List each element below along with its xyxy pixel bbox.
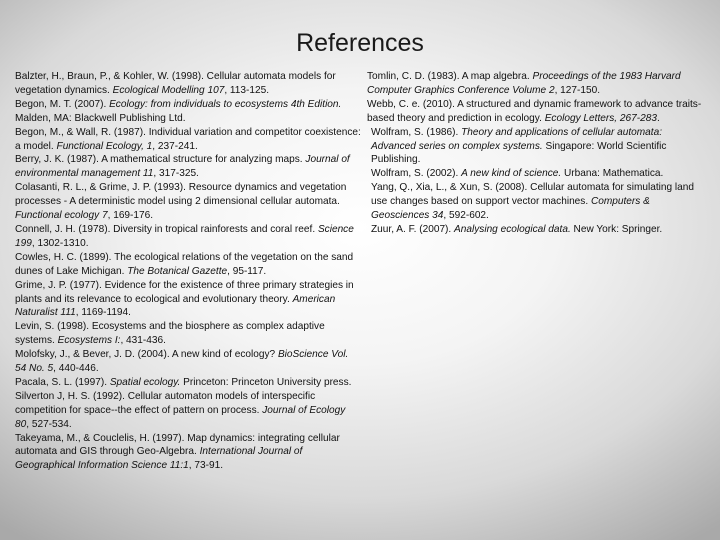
reference-source: Computers & Geosciences 34: [371, 196, 650, 222]
reference-source: Proceedings of the 1983 Harvard Computer Graphics Conference Volume 2: [367, 71, 681, 96]
reference-entry: [15, 320, 361, 348]
reference-pages: , 1302-1310.: [31, 237, 89, 249]
reference-text: Silverton J, H. S. (1992). Cellular automaton models of interspecific competition for space--the effect of pattern on process.: [15, 390, 316, 416]
reference-source: Ecosystems I:: [57, 335, 121, 347]
reference-pages: , 237-241.: [152, 140, 198, 152]
reference-pages: , 592-602.: [443, 210, 489, 222]
reference-text: Zuur, A. F. (2007).: [371, 223, 455, 235]
reference-source: Science 199: [15, 223, 354, 249]
reference-entry: [367, 70, 707, 98]
reference-pages: Singapore: World Scientific Publishing.: [371, 140, 667, 166]
reference-entry: [15, 181, 361, 223]
reference-entry: [15, 70, 361, 98]
reference-source: A new kind of science.: [461, 168, 562, 180]
reference-text: Tomlin, C. D. (1983). A map algebra.: [367, 71, 533, 82]
reference-pages: .: [656, 112, 660, 124]
reference-source: International Journal of Geographical Information Science 11:1: [15, 446, 303, 472]
reference-text: Begon, M. T. (2007).: [15, 98, 110, 110]
reference-pages: Urbana: Mathematica.: [561, 168, 664, 180]
reference-text: Wolfram, S. (2002).: [371, 168, 462, 180]
reference-entry: [15, 279, 361, 321]
reference-text: Pacala, S. L. (1997).: [15, 376, 110, 388]
reference-pages: , 127-150.: [554, 84, 601, 96]
reference-text: Cowles, H. C. (1899). The ecological relations of the vegetation on the sand dunes of Lake Michigan.: [15, 251, 354, 277]
reference-text: Molofsky, J., & Bever, J. D. (2004). A new kind of ecology?: [15, 349, 278, 361]
reference-text: Balzter, H., Braun, P., & Kohler, W. (1998). Cellular automata models for vegetation dynamics.: [15, 71, 336, 96]
reference-source: Ecology: from individuals to ecosystems 4th Edition.: [109, 98, 342, 110]
reference-pages: , 317-325.: [153, 168, 199, 180]
reference-entry: [367, 223, 707, 237]
reference-entry: [15, 390, 361, 432]
reference-pages: , 1169-1194.: [75, 307, 131, 319]
reference-entry: [15, 153, 361, 181]
reference-source: Ecological Modelling 107: [112, 84, 225, 96]
reference-text: Berry, J. K. (1987). A mathematical structure for analyzing maps.: [15, 154, 306, 166]
reference-source: Spatial ecology.: [109, 376, 181, 388]
reference-pages: , 440-446.: [53, 363, 99, 375]
reference-entry: [15, 251, 361, 279]
reference-pages: , 527-534.: [26, 418, 72, 430]
reference-source: Functional ecology 7: [15, 210, 108, 222]
reference-source: BioScience Vol. 54 No. 5: [15, 349, 349, 375]
reference-entry: [15, 348, 361, 376]
reference-entry: [15, 98, 361, 126]
reference-text: Webb, C. e. (2010). A structured and dynamic framework to advance traits-based theory and prediction in ecology.: [367, 98, 702, 124]
reference-source: Ecology Letters, 267-283: [544, 112, 657, 124]
reference-pages: , 95-117.: [227, 265, 267, 277]
reference-entry: [367, 98, 707, 126]
reference-pages: , 73-91.: [188, 460, 223, 472]
reference-source: Journal of Ecology 80: [15, 404, 346, 430]
reference-source: Journal of environmental management 11: [15, 154, 350, 180]
reference-pages: , 431-436.: [120, 335, 166, 347]
reference-pages: Princeton: Princeton University press.: [180, 376, 352, 388]
reference-source: Theory and applications of cellular automata: Advanced series on complex systems.: [371, 126, 662, 152]
reference-text: Wolfram, S. (1986).: [371, 126, 462, 138]
reference-source: American Naturalist 111: [15, 293, 336, 319]
reference-text: Colasanti, R. L., & Grime, J. P. (1993). Resource dynamics and vegetation processes - A deterministic model using 2 dimensional cellular automata.: [15, 182, 347, 208]
reference-entry: [15, 432, 361, 474]
reference-text: Levin, S. (1998). Ecosystems and the biosphere as complex adaptive systems.: [15, 321, 325, 347]
reference-source: Analysing ecological data.: [454, 223, 571, 235]
reference-entry: [367, 167, 707, 181]
reference-text: Yang, Q., Xia, L., & Xun, S. (2008). Cellular automata for simulating land use changes based on support vector machines.: [371, 182, 694, 208]
reference-entry: [15, 376, 361, 390]
reference-source: Functional Ecology, 1: [56, 140, 153, 152]
reference-entry: [15, 126, 361, 154]
reference-entry: [15, 223, 361, 251]
reference-pages: Malden, MA: Blackwell Publishing Ltd.: [15, 112, 186, 124]
reference-source: The Botanical Gazette: [127, 265, 228, 277]
reference-pages: , 169-176.: [107, 210, 154, 222]
reference-text: Grime, J. P. (1977). Evidence for the existence of three primary strategies in plants and its relevance to ecological and evolutionary theory.: [15, 279, 354, 305]
references-right-column: [367, 70, 707, 237]
references-left-column: [15, 70, 361, 473]
reference-text: Begon, M., & Wall, R. (1987). Individual variation and competitor coexistence: a model.: [15, 126, 361, 152]
reference-text: Connell, J. H. (1978). Diversity in tropical rainforests and coral reef.: [15, 223, 318, 235]
slide-title: References: [296, 29, 424, 57]
reference-text: Takeyama, M., & Couclelis, H. (1997). Map dynamics: integrating cellular automata and GIS through Geo-Algebra.: [15, 432, 340, 458]
reference-entry: [367, 126, 707, 168]
reference-pages: , 113-125.: [224, 84, 270, 96]
reference-entry: [367, 181, 707, 223]
reference-pages: New York: Springer.: [570, 223, 663, 235]
